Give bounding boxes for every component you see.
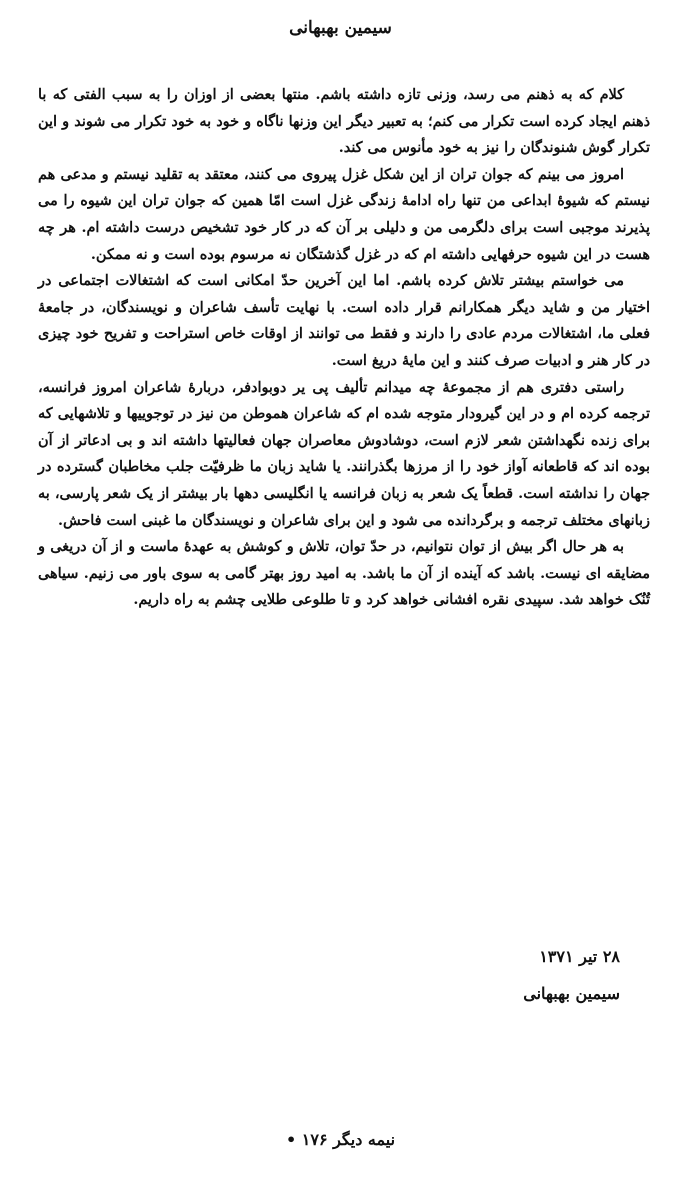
signature-block [380, 938, 620, 1012]
paragraph: کلام که به ذهنم می رسد، وزنی تازه داشته باشم. منتها بعضی از اوزان را به سبب الفتی که با ذهنم ایجاد کرده است تکرار می کنم؛ به تعبیر دیگر این وزنها ناگاه و خود به خود تکرار می شوند و این تکرار گوش شنوندگان را نیز به خود مأنوس می کند. [38, 86, 650, 157]
paragraph: امروز می بینم که جوان تران از این شکل غزل پیروی می کنند، معتقد به تقلید نیستم و مدعی هم نیستم که شیوهٔ ابداعی من تنها راه ادامهٔ زندگی غزل است امّا همین که جوان تران این شیوه را می پذیرند موجبی است برای دلگرمی من و دلیلی بر آن که در کار خود تشخیص درست داشته ام. هر چه هست در این شیوه حرفهایی داشته ام که در غزل گذشتگان نه مرسوم بوده است و نه ممکن. [38, 165, 650, 263]
body-text [38, 82, 650, 614]
paragraph: به هر حال اگر بیش از توان نتوانیم، در حدّ توان، تلاش و کوشش به عهدهٔ ماست و از آن دریغی و مضایقه ای نیست. باشد که آینده از آن ما باشد. به امید روز بهتر گامی به سوی باور می زنیم. سیاهی تُنُک خواهد شد. سپیدی نقره افشانی خواهد کرد و تا طلوعی طلایی چشم به راه داریم. [38, 538, 650, 609]
page-footer: نیمه دیگر ۱۷۶ • [285, 1130, 396, 1149]
paragraph: راستی دفتری هم از مجموعهٔ چه میدانم تألیف پی یر دوبوادفر، دربارهٔ شاعران امروز فرانسه، ترجمه کرده ام و در این گیرودار متوجه شده ام که شاعران هموطن من نیز در توجوییها و تلاشهایی که برای زنده نگهداشتن شعر لازم است، دوشادوش معاصران جهان فعالیتها داشته اند و بی ادعاتر از آن بوده اند که قاطعانه آواز خود را از مرزها بگذرانند. یا شاید زبان ما ظرفیّت جلب مخاطبان گسترده در جهان را نداشته است. قطعاً یک شعر به زبان فرانسه یا انگلیسی دهها بار بیشتر از یک شعر پارسی، به زبانهای مختلف ترجمه و برگردانده می شود و این برای شاعران و نویسندگان ما غبنی است فاحش. [38, 378, 650, 529]
signature-name: سیمین بهبهانی [523, 984, 620, 1003]
paragraph: می خواستم بیشتر تلاش کرده باشم. اما این آخرین حدّ امکانی است که اشتغالات اجتماعی در اختیار من و شاید دیگر همکارانم قرار داده است. با نهایت تأسف شاعران و نویسندگان، در جامعهٔ فعلی ما، اشتغالات مردم عادی را دارند و فقط می توانند از اوقات خاص استراحت و تفریح خود چیزی در کار هنر و ادبیات صرف کنند و این مایهٔ دریغ است. [38, 272, 650, 369]
signature-date: ۲۸ تیر ۱۳۷۱ [539, 947, 620, 966]
running-header-author: سیمین بهبهانی [289, 18, 392, 38]
